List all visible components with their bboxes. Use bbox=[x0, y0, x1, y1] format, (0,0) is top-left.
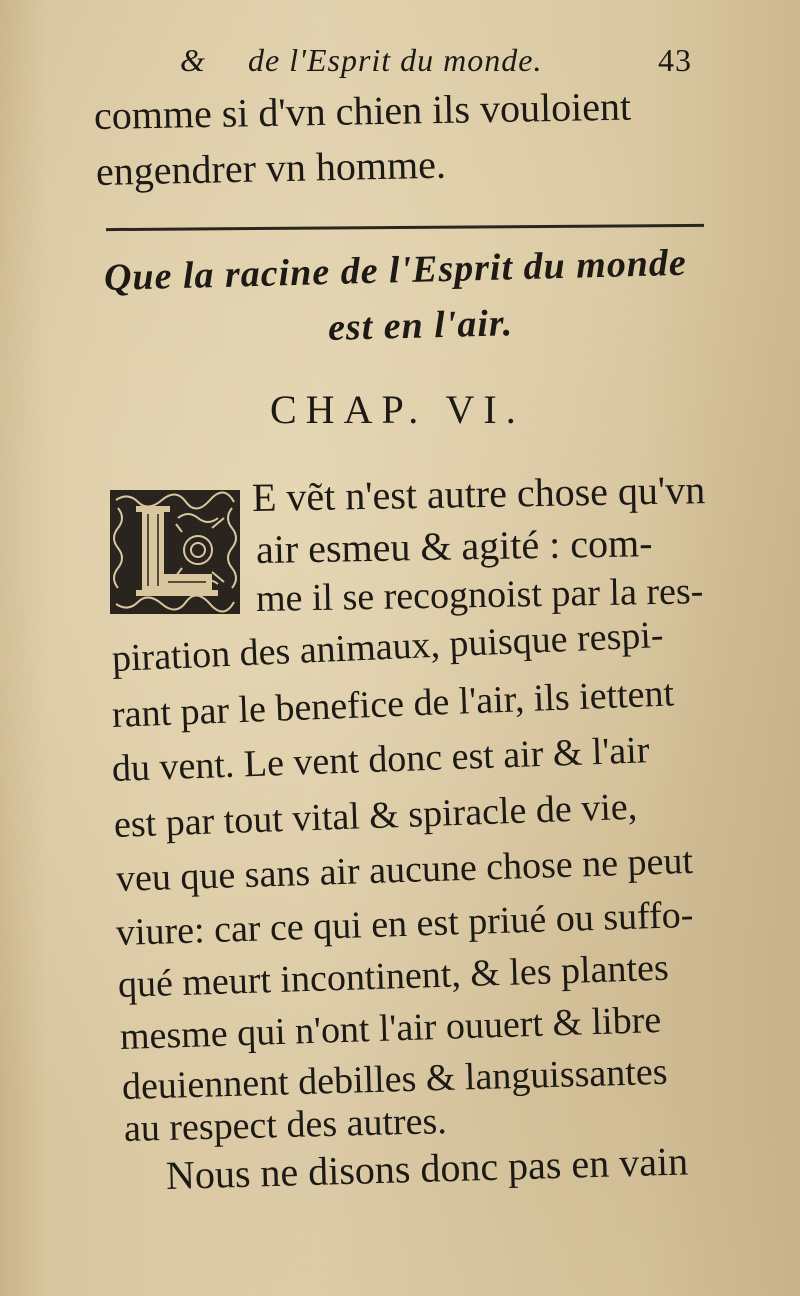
decorated-initial-ornament-icon bbox=[108, 488, 242, 616]
paragraph-line-9: viure: car ce qui en est priué ou suffo- bbox=[115, 893, 694, 954]
running-head-title: de l'Esprit du monde. bbox=[248, 42, 543, 78]
continuation-line: Nous ne disons donc pas en vain bbox=[165, 1138, 689, 1198]
paragraph-line-4: piration des animaux, puisque respi- bbox=[111, 613, 665, 680]
paragraph-line-13: au respect des autres. bbox=[123, 1100, 448, 1150]
paragraph-line-8: veu que sans air aucune chose ne peut bbox=[115, 839, 694, 900]
paragraph-line-11: mesme qui n'ont l'air ouuert & libre bbox=[119, 999, 662, 1058]
section-heading-line-1: Que la racine de l'Esprit du monde bbox=[103, 241, 688, 299]
section-heading-line-2: est en l'air. bbox=[327, 302, 514, 349]
chapter-title: CHAP. VI. bbox=[270, 387, 525, 432]
paragraph-line-7: est par tout vital & spiracle de vie, bbox=[113, 785, 638, 846]
top-text-line-2: engendrer vn homme. bbox=[95, 141, 447, 194]
paragraph-line-2: air esmeu & agité : com- bbox=[255, 520, 653, 572]
running-head bbox=[180, 42, 740, 92]
paragraph-line-12: deuiennent debilles & languissantes bbox=[121, 1050, 668, 1108]
section-divider-rule bbox=[106, 224, 704, 231]
decorated-initial bbox=[108, 488, 242, 616]
page-number: 43 bbox=[658, 42, 692, 78]
paragraph-line-6: du vent. Le vent donc est air & l'air bbox=[111, 729, 651, 790]
running-head-mark: & bbox=[180, 42, 206, 78]
paragraph-line-3: me il se recognoist par la res- bbox=[255, 570, 704, 620]
paragraph-line-1: E vẽt n'est autre chose qu'vn bbox=[251, 467, 706, 520]
paragraph-line-5: rant par le benefice de l'air, ils iettent bbox=[111, 672, 675, 736]
svg-text:L: L bbox=[108, 488, 109, 489]
top-text-line-1: comme si d'vn chien ils vouloient bbox=[93, 83, 632, 138]
paragraph-line-10: qué meurt incontinent, & les plantes bbox=[117, 946, 670, 1006]
